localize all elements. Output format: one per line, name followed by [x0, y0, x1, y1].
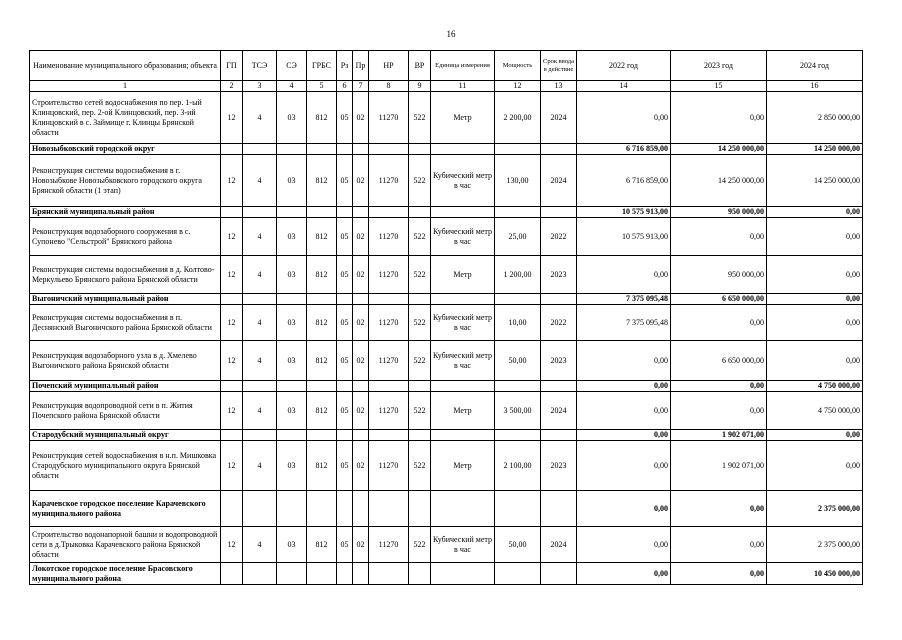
cell-unit: Кубический метр в час [431, 305, 495, 341]
cell-2022: 0,00 [577, 491, 671, 527]
cell-unit [431, 491, 495, 527]
cell-2022: 0,00 [577, 563, 671, 585]
cell-rz: 05 [337, 527, 353, 563]
cell-term [541, 381, 577, 392]
cell-grbs [307, 144, 337, 155]
cell-vr: 522 [409, 155, 431, 207]
cell-gp: 12 [221, 155, 243, 207]
cell-2022: 0,00 [577, 256, 671, 294]
cell-nr [369, 144, 409, 155]
cell-2024: 0,00 [767, 207, 863, 218]
col-number: 16 [767, 81, 863, 92]
cell-term [541, 430, 577, 441]
project-row [30, 92, 863, 144]
cell-gp: 12 [221, 341, 243, 381]
cell-unit [431, 430, 495, 441]
cell-rz [337, 430, 353, 441]
cell-unit [431, 294, 495, 305]
cell-gp [221, 144, 243, 155]
cell-2024: 0,00 [767, 218, 863, 256]
cell-2024: 10 450 000,00 [767, 563, 863, 585]
cell-2024: 2 375 000,00 [767, 527, 863, 563]
page-number: 16 [446, 29, 456, 39]
cell-pr: 02 [353, 341, 369, 381]
cell-vr [409, 144, 431, 155]
cell-power: 3 500,00 [495, 392, 541, 430]
cell-gp [221, 294, 243, 305]
cell-unit: Кубический метр в час [431, 527, 495, 563]
cell-vr: 522 [409, 218, 431, 256]
cell-se [277, 294, 307, 305]
cell-2023: 0,00 [671, 392, 767, 430]
cell-2024: 0,00 [767, 341, 863, 381]
cell-2023: 0,00 [671, 92, 767, 144]
cell-2023: 6 650 000,00 [671, 341, 767, 381]
cell-grbs [307, 381, 337, 392]
cell-vr [409, 563, 431, 585]
col-number: 13 [541, 81, 577, 92]
cell-term: 2024 [541, 92, 577, 144]
cell-2022: 6 716 859,00 [577, 155, 671, 207]
row-name: Реконструкция сетей водоснабжения в н.п. Мишковка Стародубского муниципального округа Брянской области [30, 441, 221, 491]
cell-pr [353, 563, 369, 585]
cell-gp: 12 [221, 441, 243, 491]
cell-2024: 0,00 [767, 294, 863, 305]
cell-rz [337, 563, 353, 585]
cell-grbs: 812 [307, 341, 337, 381]
cell-gp: 12 [221, 305, 243, 341]
col-number: 8 [369, 81, 409, 92]
cell-2022: 0,00 [577, 381, 671, 392]
col-number: 3 [243, 81, 277, 92]
cell-tse [243, 563, 277, 585]
cell-2023: 14 250 000,00 [671, 155, 767, 207]
cell-grbs [307, 207, 337, 218]
col-header-rz: Рз [337, 51, 353, 81]
cell-2023: 1 902 071,00 [671, 441, 767, 491]
table-body [30, 92, 863, 585]
cell-tse: 4 [243, 341, 277, 381]
cell-vr [409, 207, 431, 218]
cell-2023: 6 650 000,00 [671, 294, 767, 305]
col-number: 14 [577, 81, 671, 92]
project-row [30, 441, 863, 491]
col-header-nr: НР [369, 51, 409, 81]
cell-gp [221, 430, 243, 441]
project-row [30, 218, 863, 256]
cell-rz [337, 207, 353, 218]
row-name: Выгоничский муниципальный район [30, 294, 221, 305]
cell-unit: Метр [431, 392, 495, 430]
cell-term [541, 294, 577, 305]
cell-2022: 0,00 [577, 430, 671, 441]
row-name: Почепский муниципальный район [30, 381, 221, 392]
cell-nr: 11270 [369, 527, 409, 563]
cell-tse: 4 [243, 155, 277, 207]
cell-unit: Кубический метр в час [431, 218, 495, 256]
col-header-se: СЭ [277, 51, 307, 81]
cell-power: 10,00 [495, 305, 541, 341]
cell-grbs [307, 430, 337, 441]
cell-2022: 0,00 [577, 441, 671, 491]
cell-2024: 2 850 000,00 [767, 92, 863, 144]
cell-gp [221, 491, 243, 527]
cell-2022: 7 375 095,48 [577, 305, 671, 341]
cell-unit: Метр [431, 441, 495, 491]
project-row [30, 392, 863, 430]
cell-term [541, 144, 577, 155]
cell-vr [409, 491, 431, 527]
cell-grbs: 812 [307, 441, 337, 491]
cell-se: 03 [277, 527, 307, 563]
cell-term: 2022 [541, 305, 577, 341]
project-row [30, 155, 863, 207]
cell-term: 2024 [541, 527, 577, 563]
cell-tse [243, 207, 277, 218]
cell-2024: 0,00 [767, 256, 863, 294]
row-name: Реконструкция системы водоснабжения в г. Новозыбкове Новозыбковского городского округа Брянской области (1 этап) [30, 155, 221, 207]
cell-2023: 14 250 000,00 [671, 144, 767, 155]
cell-2024: 2 375 000,00 [767, 491, 863, 527]
cell-rz [337, 144, 353, 155]
cell-se: 03 [277, 392, 307, 430]
cell-unit [431, 207, 495, 218]
row-name: Реконструкция системы водоснабжения в п. Деснянский Выгоничского района Брянской области [30, 305, 221, 341]
col-number: 2 [221, 81, 243, 92]
row-name: Локотское городское поселение Брасовского муниципального района [30, 563, 221, 585]
cell-tse: 4 [243, 256, 277, 294]
cell-2023: 0,00 [671, 491, 767, 527]
cell-2023: 950 000,00 [671, 207, 767, 218]
project-row [30, 256, 863, 294]
col-number: 1 [30, 81, 221, 92]
col-header-2023: 2023 год [671, 51, 767, 81]
cell-pr: 02 [353, 527, 369, 563]
municipality-row [30, 144, 863, 155]
cell-term: 2023 [541, 441, 577, 491]
cell-2022: 7 375 095,48 [577, 294, 671, 305]
cell-se [277, 430, 307, 441]
cell-rz [337, 491, 353, 527]
cell-tse [243, 381, 277, 392]
cell-vr: 522 [409, 441, 431, 491]
cell-nr [369, 491, 409, 527]
municipality-row [30, 491, 863, 527]
cell-nr [369, 563, 409, 585]
cell-rz: 05 [337, 92, 353, 144]
cell-vr [409, 381, 431, 392]
cell-tse: 4 [243, 527, 277, 563]
col-header-power: Мощность [495, 51, 541, 81]
cell-2024: 4 750 000,00 [767, 381, 863, 392]
cell-pr: 02 [353, 92, 369, 144]
row-name: Реконструкция водозаборного сооружения в с. Супонево "Сельстрой" Брянского района [30, 218, 221, 256]
cell-pr [353, 294, 369, 305]
cell-power [495, 294, 541, 305]
cell-term: 2023 [541, 341, 577, 381]
cell-power: 130,00 [495, 155, 541, 207]
cell-se [277, 381, 307, 392]
col-number: 9 [409, 81, 431, 92]
cell-rz: 05 [337, 218, 353, 256]
municipality-row [30, 294, 863, 305]
cell-gp [221, 207, 243, 218]
cell-grbs: 812 [307, 392, 337, 430]
cell-vr: 522 [409, 527, 431, 563]
cell-2022: 6 716 859,00 [577, 144, 671, 155]
cell-grbs [307, 491, 337, 527]
cell-tse: 4 [243, 218, 277, 256]
cell-term: 2024 [541, 155, 577, 207]
municipality-row [30, 563, 863, 585]
cell-2022: 10 575 913,00 [577, 207, 671, 218]
col-header-2024: 2024 год [767, 51, 863, 81]
cell-vr: 522 [409, 256, 431, 294]
cell-pr: 02 [353, 392, 369, 430]
cell-grbs: 812 [307, 527, 337, 563]
cell-tse [243, 144, 277, 155]
cell-vr [409, 430, 431, 441]
municipality-row [30, 207, 863, 218]
cell-power: 1 200,00 [495, 256, 541, 294]
col-header-term: Срок ввода в действие [541, 51, 577, 81]
cell-vr: 522 [409, 92, 431, 144]
cell-grbs: 812 [307, 218, 337, 256]
cell-2023: 0,00 [671, 305, 767, 341]
cell-pr [353, 207, 369, 218]
row-name: Строительство водонапорной башни и водопроводной сети в д.Трыковка Карачевского района Брянской области [30, 527, 221, 563]
row-name: Брянский муниципальный район [30, 207, 221, 218]
cell-gp: 12 [221, 527, 243, 563]
row-name: Реконструкция системы водоснабжения в д. Колтово-Меркульево Брянского района Брянской области [30, 256, 221, 294]
cell-unit [431, 381, 495, 392]
cell-gp: 12 [221, 92, 243, 144]
cell-power [495, 430, 541, 441]
cell-vr [409, 294, 431, 305]
cell-gp: 12 [221, 218, 243, 256]
cell-unit: Метр [431, 92, 495, 144]
cell-tse [243, 294, 277, 305]
cell-term: 2024 [541, 392, 577, 430]
cell-pr: 02 [353, 305, 369, 341]
column-number-row [30, 81, 863, 92]
cell-pr: 02 [353, 256, 369, 294]
cell-rz: 05 [337, 341, 353, 381]
project-row [30, 305, 863, 341]
cell-se [277, 144, 307, 155]
cell-rz [337, 381, 353, 392]
row-name: Реконструкция водопроводной сети в п. Жития Почепского района Брянской области [30, 392, 221, 430]
col-number: 4 [277, 81, 307, 92]
cell-tse: 4 [243, 305, 277, 341]
row-name: Строительство сетей водоснабжения по пер. 1-ый Клинцовский, пер. 2-ой Клинцовский, пер. 3-ий Клинцовский в с. Займище г. Клинцы Брянской области [30, 92, 221, 144]
cell-power: 25,00 [495, 218, 541, 256]
project-row [30, 527, 863, 563]
cell-term: 2022 [541, 218, 577, 256]
cell-unit: Кубический метр в час [431, 341, 495, 381]
row-name: Стародубский муниципальный округ [30, 430, 221, 441]
col-header-gp: ГП [221, 51, 243, 81]
cell-pr [353, 430, 369, 441]
cell-power: 50,00 [495, 341, 541, 381]
cell-nr [369, 207, 409, 218]
cell-gp: 12 [221, 256, 243, 294]
cell-nr: 11270 [369, 256, 409, 294]
cell-nr: 11270 [369, 155, 409, 207]
cell-nr: 11270 [369, 341, 409, 381]
col-header-vr: ВР [409, 51, 431, 81]
cell-power [495, 144, 541, 155]
cell-grbs: 812 [307, 92, 337, 144]
cell-2022: 0,00 [577, 392, 671, 430]
cell-2023: 0,00 [671, 381, 767, 392]
cell-unit: Кубический метр в час [431, 155, 495, 207]
cell-se: 03 [277, 92, 307, 144]
cell-pr [353, 144, 369, 155]
cell-2024: 14 250 000,00 [767, 155, 863, 207]
cell-pr: 02 [353, 441, 369, 491]
col-number: 12 [495, 81, 541, 92]
cell-nr: 11270 [369, 218, 409, 256]
col-header-grbs: ГРБС [307, 51, 337, 81]
cell-power [495, 381, 541, 392]
cell-grbs [307, 563, 337, 585]
cell-rz: 05 [337, 256, 353, 294]
cell-grbs: 812 [307, 256, 337, 294]
cell-nr [369, 381, 409, 392]
cell-tse: 4 [243, 441, 277, 491]
cell-power: 50,00 [495, 527, 541, 563]
cell-vr: 522 [409, 341, 431, 381]
cell-term [541, 491, 577, 527]
budget-table [29, 50, 863, 585]
cell-term [541, 563, 577, 585]
cell-nr: 11270 [369, 305, 409, 341]
cell-2022: 0,00 [577, 92, 671, 144]
col-header-pr: Пр [353, 51, 369, 81]
cell-vr: 522 [409, 305, 431, 341]
cell-rz: 05 [337, 441, 353, 491]
col-number: 11 [431, 81, 495, 92]
cell-grbs [307, 294, 337, 305]
cell-2022: 0,00 [577, 341, 671, 381]
cell-power [495, 207, 541, 218]
col-number: 15 [671, 81, 767, 92]
cell-2023: 1 902 071,00 [671, 430, 767, 441]
cell-2024: 0,00 [767, 430, 863, 441]
cell-pr: 02 [353, 218, 369, 256]
cell-2024: 14 250 000,00 [767, 144, 863, 155]
cell-vr: 522 [409, 392, 431, 430]
cell-2022: 10 575 913,00 [577, 218, 671, 256]
municipality-row [30, 381, 863, 392]
cell-se: 03 [277, 155, 307, 207]
cell-pr [353, 491, 369, 527]
cell-rz: 05 [337, 392, 353, 430]
cell-se: 03 [277, 305, 307, 341]
col-header-2022: 2022 год [577, 51, 671, 81]
cell-rz [337, 294, 353, 305]
cell-2023: 950 000,00 [671, 256, 767, 294]
row-name: Карачевское городское поселение Карачевского муниципального района [30, 491, 221, 527]
cell-2023: 0,00 [671, 563, 767, 585]
cell-gp [221, 381, 243, 392]
cell-tse: 4 [243, 392, 277, 430]
cell-2024: 4 750 000,00 [767, 392, 863, 430]
municipality-row [30, 430, 863, 441]
cell-rz: 05 [337, 305, 353, 341]
cell-se [277, 491, 307, 527]
cell-2024: 0,00 [767, 305, 863, 341]
cell-power [495, 491, 541, 527]
cell-nr [369, 294, 409, 305]
cell-unit [431, 144, 495, 155]
cell-nr: 11270 [369, 392, 409, 430]
cell-se: 03 [277, 341, 307, 381]
cell-tse [243, 491, 277, 527]
cell-gp: 12 [221, 392, 243, 430]
row-name: Реконструкция водозаборного узла в д. Хмелево Выгоничского района Брянской области [30, 341, 221, 381]
cell-grbs: 812 [307, 155, 337, 207]
cell-term: 2023 [541, 256, 577, 294]
cell-rz: 05 [337, 155, 353, 207]
cell-se [277, 563, 307, 585]
col-number: 5 [307, 81, 337, 92]
cell-2022: 0,00 [577, 527, 671, 563]
cell-unit [431, 563, 495, 585]
cell-gp [221, 563, 243, 585]
cell-unit: Метр [431, 256, 495, 294]
cell-se: 03 [277, 256, 307, 294]
cell-tse: 4 [243, 92, 277, 144]
cell-nr: 11270 [369, 441, 409, 491]
cell-grbs: 812 [307, 305, 337, 341]
col-number: 6 [337, 81, 353, 92]
cell-2023: 0,00 [671, 218, 767, 256]
cell-power [495, 563, 541, 585]
cell-se [277, 207, 307, 218]
col-header-unit: Единица измерения [431, 51, 495, 81]
cell-power: 2 200,00 [495, 92, 541, 144]
cell-tse [243, 430, 277, 441]
header-row [30, 51, 863, 81]
cell-pr [353, 381, 369, 392]
col-header-name: Наименование муниципального образования; объекта [30, 51, 221, 81]
project-row [30, 341, 863, 381]
cell-2023: 0,00 [671, 527, 767, 563]
cell-nr [369, 430, 409, 441]
cell-pr: 02 [353, 155, 369, 207]
cell-term [541, 207, 577, 218]
col-header-tse: ТСЭ [243, 51, 277, 81]
cell-2024: 0,00 [767, 441, 863, 491]
cell-power: 2 100,00 [495, 441, 541, 491]
cell-nr: 11270 [369, 92, 409, 144]
cell-se: 03 [277, 441, 307, 491]
cell-se: 03 [277, 218, 307, 256]
row-name: Новозыбковский городской округ [30, 144, 221, 155]
col-number: 7 [353, 81, 369, 92]
